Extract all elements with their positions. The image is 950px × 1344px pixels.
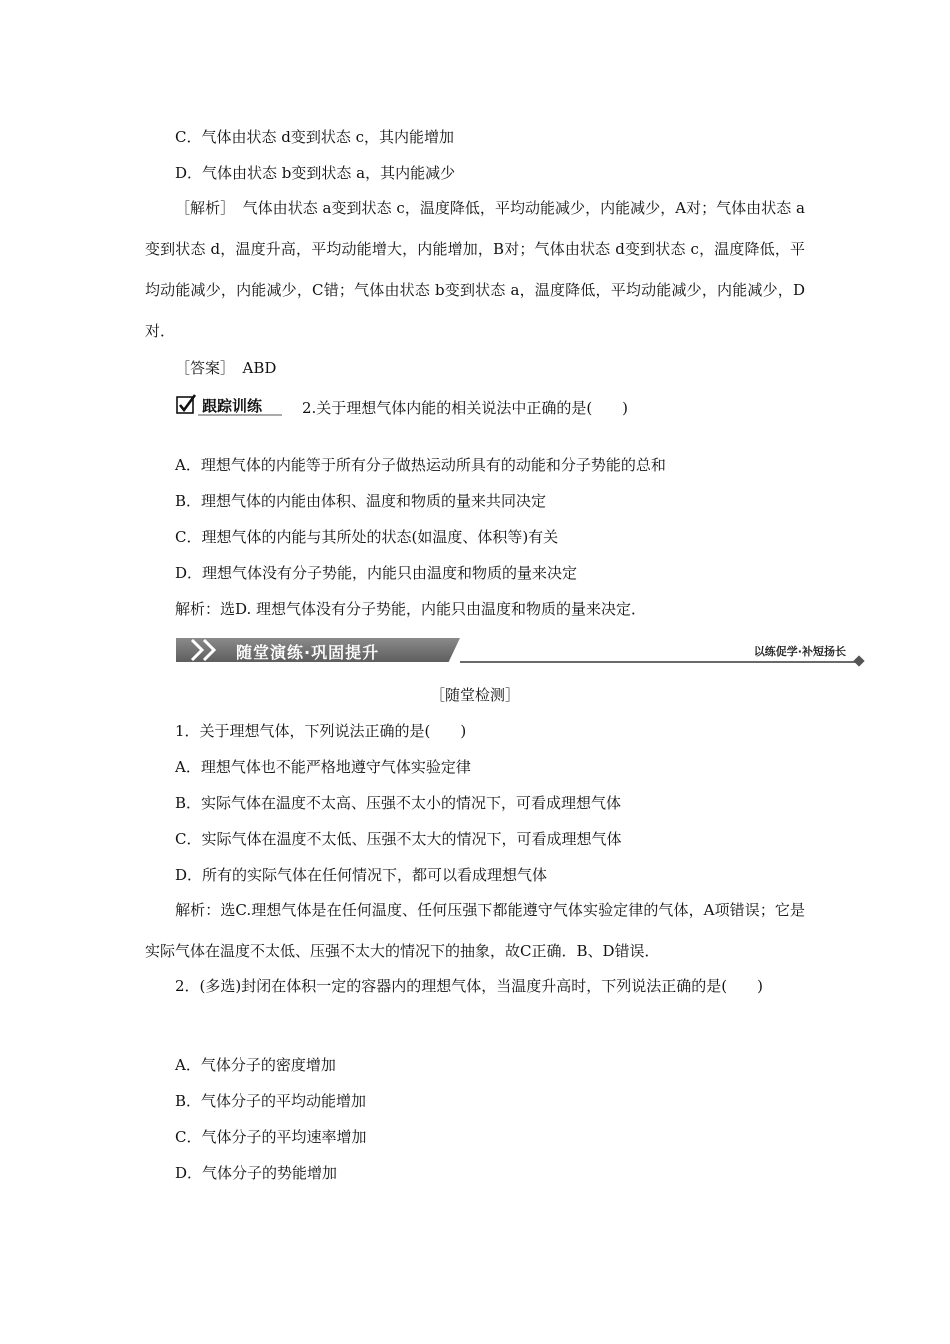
q2-option-c: C．气体分子的平均速率增加 — [175, 1128, 367, 1146]
training-option-b: B．理想气体的内能由体积、温度和物质的量来共同决定 — [175, 492, 547, 510]
q1-option-a: A．理想气体也不能严格地遵守气体实验定律 — [175, 758, 471, 776]
q2-stem-paragraph — [145, 966, 805, 1007]
banner-rule — [460, 661, 856, 663]
q2-option-d: D．气体分子的势能增加 — [175, 1164, 338, 1182]
q1-stem: 1．关于理想气体，下列说法正确的是( ) — [175, 722, 467, 740]
training-analysis: 解析：选D. 理想气体没有分子势能，内能只由温度和物质的量来决定． — [175, 600, 647, 618]
analysis-text: ［解析］ 气体由状态 a变到状态 c，温度降低，平均动能减少，内能减少，A对；气体由状态 a变到状态 d，温度升高，平均动能增大，内能增加，B对；气体由状态 d变到状态 c，温度降低，平均动能减少，内能减少，C错；气体由状态 b变到状态 a，温度降低，平均动能减少，内能减少，D对． — [145, 199, 805, 340]
q2-option-a: A．气体分子的密度增加 — [175, 1056, 336, 1074]
banner-title: 随堂演练·巩固提升 — [236, 643, 380, 662]
option-d: D．气体由状态 b变到状态 a，其内能减少 — [175, 164, 456, 182]
checkbox-check-icon — [176, 394, 284, 418]
q2-option-b: B．气体分子的平均动能增加 — [175, 1092, 367, 1110]
q1-option-c: C．实际气体在温度不太低、压强不太大的情况下，可看成理想气体 — [175, 830, 622, 848]
banner-subtitle: 以练促学·补短扬长 — [753, 645, 846, 658]
answer-line: ［答案］ ABD — [175, 359, 277, 377]
q2-stem: 2．(多选)封闭在体积一定的容器内的理想气体，当温度升高时，下列说法正确的是( ) — [175, 977, 763, 995]
q1-option-b: B．实际气体在温度不太高、压强不太小的情况下，可看成理想气体 — [175, 794, 622, 812]
analysis-paragraph — [145, 188, 805, 352]
training-option-a: A．理想气体的内能等于所有分子做热运动所具有的动能和分子势能的总和 — [175, 456, 666, 474]
section-banner — [176, 636, 866, 666]
diamond-icon — [853, 655, 864, 666]
training-question: 2.关于理想气体内能的相关说法中正确的是( ) — [302, 399, 629, 417]
training-badge — [176, 394, 284, 418]
training-option-d: D．理想气体没有分子势能，内能只由温度和物质的量来决定 — [175, 564, 578, 582]
double-chevron-icon — [190, 639, 230, 661]
q1-analysis-paragraph — [145, 890, 805, 972]
training-option-c: C．理想气体的内能与其所处的状态(如温度、体积等)有关 — [175, 528, 559, 546]
q1-option-d: D．所有的实际气体在任何情况下，都可以看成理想气体 — [175, 866, 548, 884]
q1-analysis: 解析：选C.理想气体是在任何温度、任何压强下都能遵守气体实验定律的气体，A项错误；它是实际气体在温度不太低、压强不太大的情况下的抽象，故C正确．B、D错误． — [145, 901, 805, 960]
option-c: C．气体由状态 d变到状态 c，其内能增加 — [175, 128, 455, 146]
section-title: ［随堂检测］ — [429, 686, 520, 704]
training-badge-label: 跟踪训练 — [202, 397, 263, 415]
